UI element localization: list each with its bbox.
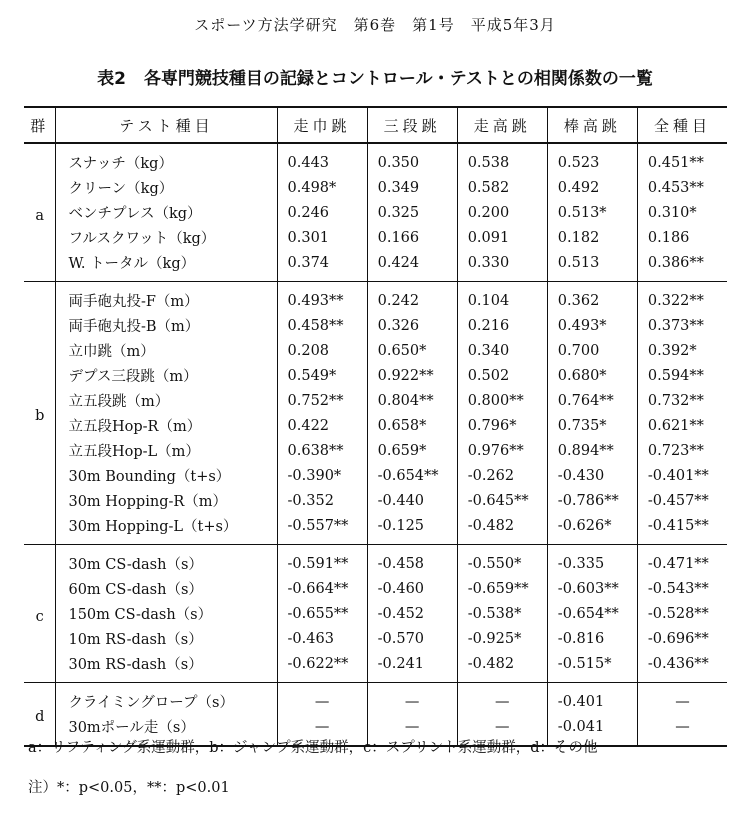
correlation-cell: -0.335	[547, 545, 637, 577]
correlation-cell: -0.550*	[457, 545, 547, 577]
col-header-all-events: 全種目	[637, 107, 727, 143]
correlation-table	[24, 106, 727, 747]
table-row	[24, 601, 727, 626]
correlation-cell: 0.538	[457, 143, 547, 175]
group-0	[24, 143, 727, 282]
correlation-cell: 0.200	[457, 200, 547, 225]
table-row	[24, 626, 727, 651]
correlation-cell: 0.735*	[547, 413, 637, 438]
correlation-cell: 0.549*	[277, 363, 367, 388]
correlation-cell: 0.246	[277, 200, 367, 225]
col-header-test: テスト種目	[56, 107, 277, 143]
correlation-cell: 0.208	[277, 338, 367, 363]
journal-header: スポーツ方法学研究 第6巻 第1号 平成5年3月	[194, 16, 556, 34]
correlation-cell: 0.582	[457, 175, 547, 200]
correlation-cell: -0.415**	[647, 517, 709, 534]
correlation-cell: 0.182	[547, 225, 637, 250]
correlation-cell: 0.458**	[277, 313, 367, 338]
correlation-cell: -0.262	[457, 463, 547, 488]
correlation-cell: 0.922**	[367, 363, 457, 388]
correlation-cell: 0.498*	[277, 175, 367, 200]
correlation-cell: 0.513*	[547, 200, 637, 225]
table-row	[24, 225, 727, 250]
table-row	[24, 438, 727, 463]
table-row	[24, 513, 727, 545]
correlation-cell: -0.482	[457, 651, 547, 683]
correlation-cell: -0.352	[277, 488, 367, 513]
correlation-cell: —	[457, 683, 547, 715]
table-row	[24, 388, 727, 413]
correlation-cell: -0.460	[367, 576, 457, 601]
correlation-cell: 0.752**	[277, 388, 367, 413]
table-row	[24, 175, 727, 200]
test-name-cell: 30mポール走（s）	[56, 714, 277, 746]
correlation-cell: -0.463	[277, 626, 367, 651]
correlation-cell: -0.515*	[547, 651, 637, 683]
correlation-cell: —	[367, 714, 457, 746]
correlation-cell: 0.322**	[647, 292, 704, 309]
correlation-cell: -0.471**	[647, 555, 709, 572]
test-name-cell: 立巾跳（m）	[56, 338, 277, 363]
table-row	[24, 250, 727, 282]
col-header-high-jump: 走高跳	[457, 107, 547, 143]
table-header-row	[24, 107, 727, 143]
correlation-cell: 0.186	[647, 229, 690, 246]
test-name-cell: 両手砲丸投-B（m）	[56, 313, 277, 338]
correlation-cell: 0.732**	[647, 392, 704, 409]
test-name-cell: 30m Hopping-R（m）	[56, 488, 277, 513]
correlation-cell: 0.800**	[457, 388, 547, 413]
correlation-cell: —	[367, 683, 457, 715]
correlation-cell: 0.594**	[647, 367, 704, 384]
correlation-cell: -0.457**	[647, 492, 709, 509]
correlation-cell: 0.301	[277, 225, 367, 250]
correlation-cell: -0.401**	[647, 467, 709, 484]
correlation-cell: —	[277, 683, 367, 715]
correlation-cell: -0.659**	[457, 576, 547, 601]
table-number: 表2	[97, 69, 126, 89]
group-label: c	[24, 545, 56, 683]
table-row	[24, 463, 727, 488]
correlation-cell: 0.362	[547, 282, 637, 314]
test-name-cell: スナッチ（kg）	[56, 143, 277, 175]
correlation-cell: 0.166	[367, 225, 457, 250]
test-name-cell: 立五段Hop-R（m）	[56, 413, 277, 438]
test-name-cell: 立五段跳（m）	[56, 388, 277, 413]
correlation-cell: 0.723**	[647, 442, 704, 459]
correlation-cell: -0.452	[367, 601, 457, 626]
correlation-cell: -0.622**	[277, 651, 367, 683]
correlation-cell: -0.458	[367, 545, 457, 577]
correlation-cell: -0.538*	[457, 601, 547, 626]
correlation-cell: 0.104	[457, 282, 547, 314]
correlation-cell: -0.241	[367, 651, 457, 683]
correlation-cell: -0.603**	[547, 576, 637, 601]
correlation-cell: 0.764**	[547, 388, 637, 413]
test-name-cell: デプス三段跳（m）	[56, 363, 277, 388]
correlation-cell: 0.451**	[647, 154, 704, 171]
correlation-cell: —	[675, 718, 690, 735]
correlation-cell: -0.816	[547, 626, 637, 651]
correlation-cell: -0.528**	[647, 605, 709, 622]
test-name-cell: 30m CS-dash（s）	[56, 545, 277, 577]
correlation-cell: 0.374	[277, 250, 367, 282]
table-caption	[0, 64, 750, 89]
test-name-cell: 150m CS-dash（s）	[56, 601, 277, 626]
correlation-cell: -0.664**	[277, 576, 367, 601]
correlation-cell: 0.680*	[547, 363, 637, 388]
correlation-cell: -0.440	[367, 488, 457, 513]
correlation-cell: 0.443	[277, 143, 367, 175]
test-name-cell: フルスクワット（kg）	[56, 225, 277, 250]
group-3	[24, 683, 727, 747]
table-title: 各専門競技種目の記録とコントロール・テストとの相関係数の一覧	[143, 69, 653, 89]
correlation-cell: 0.392*	[647, 342, 697, 359]
correlation-cell: -0.655**	[277, 601, 367, 626]
table-row	[24, 313, 727, 338]
table-row	[24, 200, 727, 225]
correlation-cell: 0.492	[547, 175, 637, 200]
correlation-cell: -0.390*	[277, 463, 367, 488]
table-row	[24, 363, 727, 388]
correlation-cell: 0.638**	[277, 438, 367, 463]
correlation-cell: -0.645**	[457, 488, 547, 513]
correlation-cell: 0.422	[277, 413, 367, 438]
correlation-cell: 0.650*	[367, 338, 457, 363]
correlation-cell: -0.925*	[457, 626, 547, 651]
correlation-cell: 0.700	[547, 338, 637, 363]
table-row	[24, 282, 727, 314]
test-name-cell: 10m RS-dash（s）	[56, 626, 277, 651]
correlation-cell: 0.493*	[547, 313, 637, 338]
correlation-cell: 0.621**	[647, 417, 704, 434]
test-name-cell: 立五段Hop-L（m）	[56, 438, 277, 463]
group-label: a	[24, 143, 56, 282]
correlation-cell: 0.216	[457, 313, 547, 338]
col-header-triple-jump: 三段跳	[367, 107, 457, 143]
correlation-cell: 0.453**	[647, 179, 704, 196]
test-name-cell: 両手砲丸投-F（m）	[56, 282, 277, 314]
correlation-cell: -0.543**	[647, 580, 709, 597]
correlation-cell: 0.386**	[647, 254, 704, 271]
group-1	[24, 282, 727, 545]
correlation-cell: 0.523	[547, 143, 637, 175]
correlation-cell: 0.325	[367, 200, 457, 225]
correlation-cell: 0.310*	[647, 204, 697, 221]
correlation-cell: 0.659*	[367, 438, 457, 463]
test-name-cell: クリーン（kg）	[56, 175, 277, 200]
col-header-pole-vault: 棒高跳	[547, 107, 637, 143]
correlation-cell: -0.430	[547, 463, 637, 488]
test-name-cell: 30m Hopping-L（t+s）	[56, 513, 277, 545]
correlation-cell: 0.373**	[647, 317, 704, 334]
col-header-group: 群	[24, 107, 56, 143]
test-name-cell: 60m CS-dash（s）	[56, 576, 277, 601]
significance-note: 注）*：p<0.05，**：p<0.01	[28, 780, 230, 796]
correlation-cell: 0.242	[367, 282, 457, 314]
correlation-cell: -0.591**	[277, 545, 367, 577]
correlation-cell: 0.349	[367, 175, 457, 200]
correlation-cell: 0.326	[367, 313, 457, 338]
correlation-cell: -0.482	[457, 513, 547, 545]
correlation-cell: 0.340	[457, 338, 547, 363]
correlation-cell: -0.654**	[367, 463, 457, 488]
table-row	[24, 143, 727, 175]
correlation-cell: 0.424	[367, 250, 457, 282]
correlation-cell: -0.570	[367, 626, 457, 651]
correlation-cell: 0.796*	[457, 413, 547, 438]
correlation-cell: -0.041	[547, 714, 637, 746]
correlation-cell: 0.513	[547, 250, 637, 282]
correlation-cell: 0.502	[457, 363, 547, 388]
correlation-cell: -0.626*	[547, 513, 637, 545]
correlation-cell: 0.493**	[277, 282, 367, 314]
correlation-cell: 0.894**	[547, 438, 637, 463]
test-name-cell: クライミングロープ（s）	[56, 683, 277, 715]
correlation-cell: —	[277, 714, 367, 746]
test-name-cell: W. トータル（kg）	[56, 250, 277, 282]
group-label: d	[24, 683, 56, 747]
correlation-cell: 0.330	[457, 250, 547, 282]
test-name-cell: 30m Bounding（t+s）	[56, 463, 277, 488]
group-legend-note: a：リフティング系運動群，b：ジャンプ系運動群，c：スプリント系運動群，d：その他	[28, 740, 598, 756]
correlation-cell: -0.125	[367, 513, 457, 545]
correlation-cell: 0.350	[367, 143, 457, 175]
table-row	[24, 413, 727, 438]
col-header-long-jump: 走巾跳	[277, 107, 367, 143]
correlation-cell: -0.557**	[277, 513, 367, 545]
table-row	[24, 576, 727, 601]
table-row	[24, 545, 727, 577]
correlation-cell: —	[457, 714, 547, 746]
correlation-cell: —	[675, 693, 690, 710]
correlation-cell: -0.654**	[547, 601, 637, 626]
correlation-cell: -0.696**	[647, 630, 709, 647]
test-name-cell: 30m RS-dash（s）	[56, 651, 277, 683]
group-label: b	[24, 282, 56, 545]
table-row	[24, 683, 727, 715]
correlation-cell: 0.091	[457, 225, 547, 250]
correlation-cell: -0.436**	[647, 655, 709, 672]
group-2	[24, 545, 727, 683]
table-row	[24, 651, 727, 683]
test-name-cell: ベンチプレス（kg）	[56, 200, 277, 225]
table-row	[24, 488, 727, 513]
correlation-cell: 0.976**	[457, 438, 547, 463]
correlation-cell: 0.658*	[367, 413, 457, 438]
table-row	[24, 338, 727, 363]
correlation-cell: -0.786**	[547, 488, 637, 513]
correlation-cell: 0.804**	[367, 388, 457, 413]
correlation-cell: -0.401	[547, 683, 637, 715]
